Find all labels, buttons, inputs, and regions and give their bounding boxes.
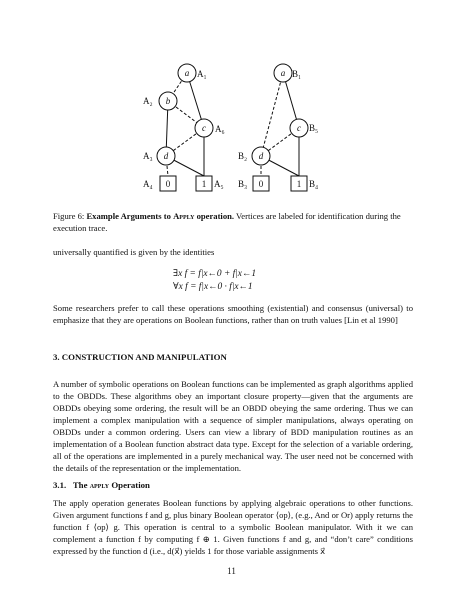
vertex-id-B3: B₃ [238, 179, 248, 189]
edge-a-d-dashed [261, 73, 283, 156]
vertex-id-A6: A₆ [215, 124, 225, 134]
vertex-id-B1: B₁ [292, 69, 302, 79]
node-label: a [280, 68, 286, 78]
bdd-figure [0, 0, 463, 205]
caption-title: Example Arguments to Apply operation. [86, 211, 235, 221]
figure-caption [53, 210, 413, 234]
caption-label: Figure 6: [53, 211, 85, 221]
page-number: 11 [227, 566, 236, 576]
section-heading-3: 3. CONSTRUCTION AND MANIPULATION [53, 352, 227, 362]
vertex-id-B4: B₄ [309, 179, 319, 189]
vertex-id-B5: B₅ [309, 123, 319, 133]
section-heading-3-1: 3.1. The apply Operation [53, 480, 150, 490]
terminal-label: 0 [165, 179, 171, 189]
node-label: c [202, 123, 206, 133]
intro-text: universally quantified is given by the identities [53, 247, 215, 257]
caption-text: Vertices are labeled for identification during the execution trace. [53, 211, 401, 233]
node-label: d [163, 151, 169, 161]
node-label: b [165, 96, 171, 106]
paragraph-apply: The apply operation generates Boolean functions by applying algebraic operations to other functions. Given argument functions f and g, plus binary Boolean operator ⟨op⟩, (e.g., And or Or) apply returns the function f ⟨op⟩ g. This operation is central to a symbolic Boolean manipulator. With it we can complement a function f by computing f ⊕ 1. Given functions f and g, and “don’t care” conditions expressed by the function d (i.e., d(x⃗) yields 1 for those variable assignments x⃗ [53, 498, 413, 556]
terminal-label: 1 [201, 179, 207, 189]
vertex-id-A4: A₄ [143, 179, 153, 189]
vertex-id-A3: A₃ [143, 151, 153, 161]
paragraph-smoothing: Some researchers prefer to call these operations smoothing (existential) and consensus (universal) to emphasize that they are operations on Boolean functions, rather than on truth values [Lin et al 1990] [53, 303, 413, 325]
terminal-label: 1 [296, 179, 302, 189]
terminal-label: 0 [258, 179, 264, 189]
equation-existential: ∃x f = f|x←0 + f|x←1 [173, 269, 257, 279]
vertex-id-A2: A₂ [143, 96, 153, 106]
vertex-id-B2: B₂ [238, 151, 248, 161]
vertex-id-A5: A₅ [214, 179, 224, 189]
node-label: d [258, 151, 264, 161]
paragraph-construction: A number of symbolic operations on Boolean functions can be implemented as graph algorithms applied to the OBDDs. These algorithms obey an important closure property—given that the arguments are OBDDs obeying some ordering, the result will be an OBDD obeying the same ordering. Thus we can implement a complex manipulation with a sequence of simpler manipulations, always operating on OBDDs under a common ordering. Users can view a library of BDD manipulation routines as an implementation of a Boolean function abstract data type. Except for the selection of a variable ordering, all of the operations are implemented in a purely mechanical way. The user need not be concerned with the details of the representation or the implementation. [53, 379, 413, 473]
equation-universal: ∀x f = f|x←0 · f|x←1 [173, 282, 253, 292]
node-label: a [184, 68, 190, 78]
vertex-id-A1: A₁ [197, 69, 207, 79]
node-label: c [297, 123, 301, 133]
